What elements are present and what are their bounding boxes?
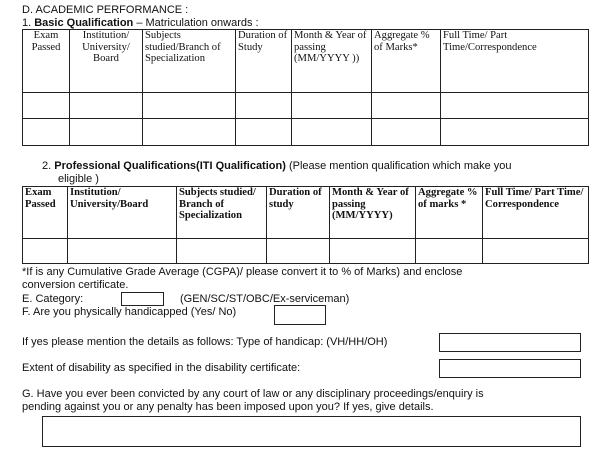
header-subjects: Subjects studied/Branch of Specialization	[143, 30, 236, 93]
table-cell[interactable]	[236, 93, 292, 119]
disability-extent-input[interactable]	[439, 359, 581, 378]
cgpa-note-line1: *If is any Cumulative Grade Average (CGPA)/ please convert it to % of Marks) and enclose	[22, 266, 463, 278]
table-cell[interactable]	[236, 119, 292, 146]
category-label: E. Category:	[22, 293, 84, 305]
handicapped-label: F. Are you physically handicapped (Yes/ No)	[22, 306, 237, 318]
conviction-details-input[interactable]	[42, 416, 581, 447]
table-cell[interactable]	[372, 93, 441, 119]
professional-qualification-table	[22, 186, 589, 264]
handicapped-input[interactable]	[274, 305, 326, 325]
table-row[interactable]	[23, 93, 589, 119]
table-header-row	[23, 187, 589, 239]
professional-qualification-number: 2.	[42, 160, 55, 172]
table-cell[interactable]	[23, 93, 70, 119]
table-row[interactable]	[23, 239, 589, 264]
table-cell[interactable]	[177, 239, 267, 264]
category-options: (GEN/SC/ST/OBC/Ex-serviceman)	[180, 293, 350, 305]
basic-qualification-rest: – Matriculation onwards :	[133, 17, 259, 29]
table-cell[interactable]	[483, 239, 589, 264]
disability-extent-label: Extent of disability as specified in the disability certificate:	[22, 362, 301, 374]
table-row[interactable]	[23, 119, 589, 146]
table-cell[interactable]	[330, 239, 416, 264]
basic-qualification-number: 1.	[22, 17, 35, 29]
handicap-type-label: If yes please mention the details as follows: Type of handicap: (VH/HH/OH)	[22, 336, 388, 348]
table-cell[interactable]	[143, 93, 236, 119]
professional-qualification-heading	[42, 160, 512, 173]
table-header-row	[23, 30, 589, 93]
table-cell[interactable]	[70, 93, 143, 119]
table-cell[interactable]	[68, 239, 177, 264]
table-cell[interactable]	[143, 119, 236, 146]
conviction-question-line2: pending against you or any penalty has been imposed upon you? If yes, give details.	[22, 401, 434, 413]
table-cell[interactable]	[292, 119, 372, 146]
table-cell[interactable]	[23, 119, 70, 146]
header-exam-passed: Exam Passed	[23, 30, 70, 93]
header-aggregate: Aggregate % of marks *	[416, 187, 483, 239]
table-cell[interactable]	[416, 239, 483, 264]
header-full-time: Full Time/ Part Time/ Correspondence	[483, 187, 589, 239]
table-cell[interactable]	[441, 119, 589, 146]
table-cell[interactable]	[372, 119, 441, 146]
header-subjects: Subjects studied/ Branch of Specialization	[177, 187, 267, 239]
header-full-time: Full Time/ Part Time/Correspondence	[441, 30, 589, 93]
header-exam-passed: Exam Passed	[23, 187, 68, 239]
table-cell[interactable]	[23, 239, 68, 264]
header-month-year: Month & Year of passing (MM/YYYY)	[330, 187, 416, 239]
header-institution: Institution/ University/Board	[68, 187, 177, 239]
cgpa-note-line2: conversion certificate.	[22, 279, 129, 291]
header-institution: Institution/ University/ Board	[70, 30, 143, 93]
header-duration: Duration of study	[267, 187, 330, 239]
basic-qualification-bold: Basic Qualification	[34, 17, 134, 29]
header-duration: Duration of Study	[236, 30, 292, 93]
table-cell[interactable]	[267, 239, 330, 264]
section-d-title: D. ACADEMIC PERFORMANCE :	[22, 4, 189, 16]
header-month-year: Month & Year of passing (MM/YYYY ))	[292, 30, 372, 93]
conviction-question-line1: G. Have you ever been convicted by any court of law or any disciplinary proceedings/enquiry is	[22, 388, 484, 400]
basic-qualification-table	[22, 29, 589, 146]
table-cell[interactable]	[441, 93, 589, 119]
professional-qualification-rest: (Please mention qualification which make you	[285, 160, 512, 172]
table-cell[interactable]	[292, 93, 372, 119]
header-aggregate: Aggregate % of Marks*	[372, 30, 441, 93]
professional-qualification-eligible: eligible )	[58, 173, 99, 185]
table-cell[interactable]	[70, 119, 143, 146]
category-input[interactable]	[121, 292, 164, 306]
professional-qualification-bold: Professional Qualifications(ITI Qualification)	[54, 160, 286, 172]
handicap-type-input[interactable]	[439, 333, 581, 352]
